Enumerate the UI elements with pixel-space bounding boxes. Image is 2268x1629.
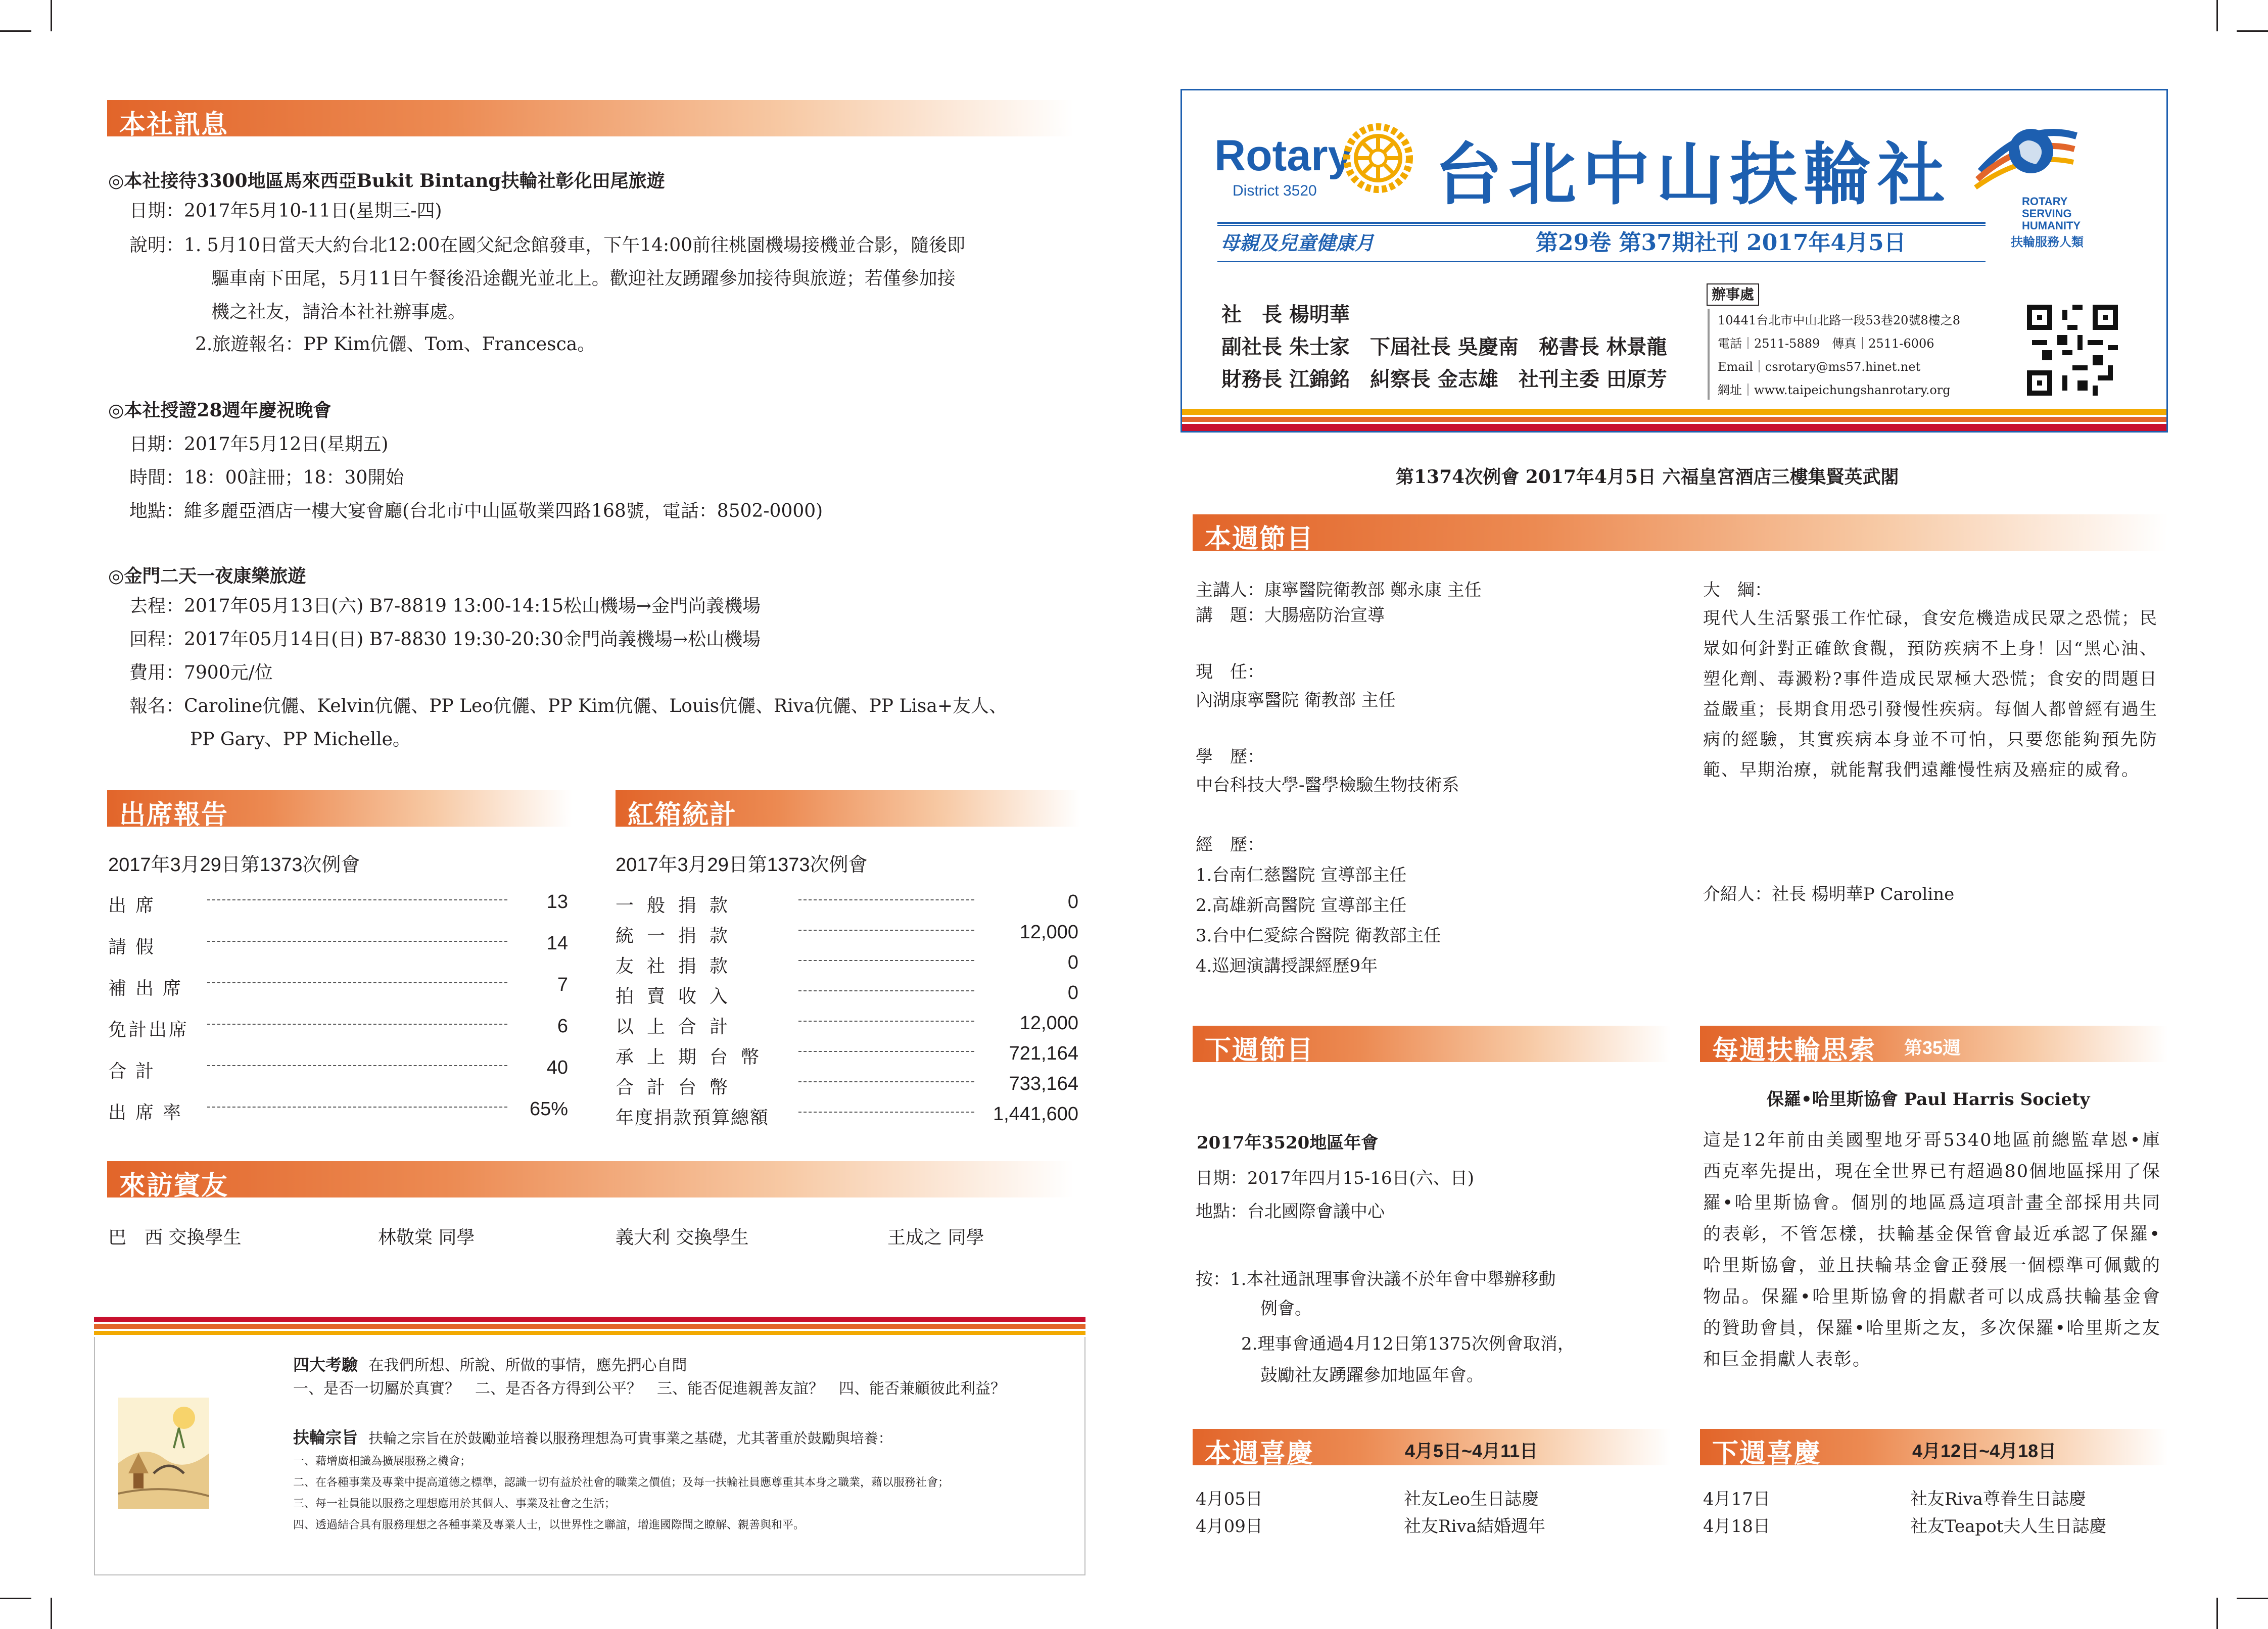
leader-line	[207, 1107, 507, 1108]
table-row	[616, 1039, 1078, 1069]
program-exp-item: 2.高雄新高醫院 宣導部主任	[1196, 895, 1407, 916]
section-header-this-week-celebrations	[1193, 1429, 1671, 1469]
officers-list	[1221, 299, 1667, 396]
rsh-line: HUMANITY	[2022, 219, 2081, 232]
news-item3-signup: PP Gary、PP Michelle。	[190, 729, 411, 750]
table-row	[616, 978, 1078, 1009]
leader-line	[207, 982, 507, 983]
officer-line: 副社長 朱士家 下屆社長 吳慶南 秘書長 林景龍	[1221, 335, 1667, 359]
row-value: 0	[1067, 891, 1078, 913]
purpose-item: 四、透過結合具有服務理想之各種事業及專業人士，以世界性之聯誼，增進國際間之瞭解、親善與和平。	[293, 1519, 805, 1531]
celebrations-range: 4月12日~4月18日	[1912, 1441, 2057, 1461]
purpose-item: 三、每一社員能以服務之理想應用於其個人、事業及社會之生活；	[293, 1498, 616, 1510]
crop-mark	[2237, 30, 2268, 32]
leader-line	[798, 1081, 974, 1082]
program-topic: 講 題：大腸癌防治宣導	[1196, 605, 1385, 626]
purpose-title: 扶輪宗旨	[293, 1428, 358, 1447]
row-label: 合計台幣	[616, 1077, 741, 1098]
row-label: 免計出席	[108, 1020, 190, 1040]
row-value: 6	[557, 1016, 568, 1037]
leader-line	[798, 899, 974, 900]
section-header-thoughts	[1700, 1026, 2168, 1066]
news-item3-signup: 報名：Caroline伉儷、Kelvin伉儷、PP Leo伉儷、PP Kim伉儷、Louis伉儷、Riva伉儷、PP Lisa+友人、	[129, 696, 1007, 716]
table-row	[108, 1053, 568, 1083]
attendance-meeting: 2017年3月29日第1373次例會	[108, 854, 360, 876]
program-introducer: 介紹人：社長 楊明華P Caroline	[1703, 884, 1955, 904]
celebration-date: 4月09日	[1196, 1516, 1263, 1537]
section-header-donations	[616, 790, 1080, 830]
section-header-next-week-celebrations	[1700, 1429, 2168, 1469]
section-title: 本社訊息	[119, 110, 229, 140]
table-row	[616, 918, 1078, 948]
row-label: 拍賣收入	[616, 986, 741, 1007]
news-item3-go: 去程：2017年05月13日(六) B7-8819 13:00-14:15松山機場→金門尚義機場	[129, 596, 761, 616]
row-label: 一般捐款	[616, 895, 741, 916]
table-row	[108, 929, 568, 959]
office-phone: 電話｜2511-5889 傳真｜2511-6006	[1718, 337, 1934, 351]
row-label: 友社捐款	[616, 956, 741, 977]
officer-line: 社 長 楊明華	[1221, 303, 1350, 326]
office-address: 10441台北市中山北路一段53巷20號8樓之8	[1718, 313, 1960, 327]
section-header-news	[107, 100, 1073, 140]
crop-mark	[51, 0, 52, 31]
four-way-questions: 一、是否一切屬於真實？ 二、是否各方得到公平？ 三、能否促進親善友誼？ 四、能否兼顧彼此利益？	[293, 1380, 1006, 1398]
program-outline: 現代人生活緊張工作忙碌，食安危機造成民眾之恐慌；民眾如何針對正確飲食觀，預防疾病不上身！因“黑心油、塑化劑、毒澱粉?事件造成民眾極大恐慌；食安的問題日益嚴重；長期食用恐引發慢性疾病。每個人都曾經有過生病的經驗，其實疾病本身並不可怕，只要您能夠預先防範、早期治療，就能幫我們遠離慢性病及癌症的威脅。	[1703, 608, 2158, 780]
four-way-intro: 在我們所想、所說、所做的事情，應先捫心自問	[368, 1357, 687, 1374]
row-value: 0	[1067, 982, 1078, 1003]
news-item3-back: 回程：2017年05月14日(日) B7-8830 19:30-20:30金門尚義機場→松山機場	[129, 629, 761, 650]
crop-mark	[0, 1598, 31, 1599]
table-row	[616, 948, 1078, 978]
rotary-wordmark: Rotary	[1214, 131, 1352, 180]
row-label: 出席	[108, 895, 163, 916]
leader-line	[207, 941, 507, 942]
four-way-box	[94, 1337, 1085, 1575]
masthead-stripes	[1182, 409, 2166, 432]
landscape-painting-icon	[118, 1398, 209, 1509]
thoughts-title: 保羅•哈里斯協會 Paul Harris Society	[1767, 1089, 2090, 1110]
program-current: 內湖康寧醫院 衛教部 主任	[1196, 690, 1396, 710]
office-details	[1718, 309, 1960, 402]
next-program-note: 按：1.本社通訊理事會決議不於年會中舉辦移動	[1196, 1269, 1556, 1289]
section-title: 本週喜慶	[1205, 1439, 1314, 1469]
row-label: 以上合計	[616, 1017, 741, 1037]
office-rule	[1708, 309, 1710, 400]
table-row	[616, 1009, 1078, 1039]
table-row	[616, 887, 1078, 918]
rsh-cn: 扶輪服務人類	[2011, 234, 2084, 249]
leader-line	[798, 960, 974, 961]
row-value: 14	[546, 933, 568, 954]
rsh-line: ROTARY	[2022, 195, 2068, 208]
section-title: 來訪賓友	[119, 1171, 229, 1201]
month-theme: 母親及兒童健康月	[1220, 231, 1375, 254]
leader-line	[207, 1065, 507, 1066]
four-way-heading	[293, 1353, 687, 1377]
four-way-top-stripes	[94, 1317, 1085, 1335]
row-label: 承上期台幣	[616, 1047, 773, 1068]
news-item1-desc: 說明：1. 5月10日當天大約台北12:00在國父紀念館發車，下午14:00前往桃園機場接機並合影，隨後即	[129, 235, 965, 256]
purpose-heading	[293, 1426, 892, 1450]
next-program-place: 地點：台北國際會議中心	[1196, 1202, 1385, 1222]
celebration-text: 社友Riva結婚週年	[1404, 1516, 1545, 1537]
visitor-item: 林敬棠 同學	[378, 1227, 475, 1248]
celebration-text: 社友Riva尊眷生日誌慶	[1910, 1489, 2086, 1509]
leader-line	[798, 1021, 974, 1022]
row-value: 12,000	[1019, 1013, 1078, 1034]
section-title: 紅箱統計	[628, 800, 737, 830]
thoughts-week: 第35週	[1904, 1037, 1961, 1058]
news-item2-date: 日期：2017年5月12日(星期五)	[129, 434, 389, 455]
club-name: 台北中山扶輪社	[1435, 135, 1952, 214]
purpose-item: 一、藉增廣相識為擴展服務之機會；	[293, 1455, 471, 1468]
rotary-wheel-icon	[1343, 123, 1413, 194]
celebration-text: 社友Leo生日誌慶	[1404, 1489, 1539, 1509]
masthead-rule	[1217, 261, 1986, 262]
section-header-visitors	[107, 1161, 1073, 1201]
program-speaker: 主講人：康寧醫院衛教部 鄭永康 主任	[1196, 580, 1482, 600]
row-value: 721,164	[1009, 1043, 1078, 1064]
program-exp-item: 4.巡迴演講授課經歷9年	[1196, 956, 1378, 976]
thoughts-body: 這是12年前由美國聖地牙哥5340地區前總監韋恩•庫西克率先提出，現在全世界已有超過80個地區採用了保羅•哈里斯協會。個別的地區爲這項計畫全部採用共同的表彰，不管怎樣，扶輪基金保管會最近承認了保羅•哈里斯協會，並且扶輪基金會正發展一個標準可佩戴的物品。保羅•哈里斯協會的捐獻者可以成爲扶輪基金會的贊助會員，保羅•哈里斯之友，多次保羅•哈里斯之友和巨金捐獻人表彰。	[1703, 1130, 2161, 1370]
four-way-title: 四大考驗	[293, 1355, 358, 1374]
masthead	[1180, 89, 2168, 433]
purpose-item: 二、在各種事業及專業中提高道德之標準，認識一切有益於社會的職業之價值；及每一扶輪社員應尊重其本身之職業，藉以服務社會；	[293, 1476, 950, 1489]
section-header-program	[1193, 514, 2168, 554]
news-item2-place: 地點：維多麗亞酒店一樓大宴會廳(台北市中山區敬業四路168號，電話：8502-0000)	[129, 501, 823, 521]
officer-line: 財務長 江錦銘 糾察長 金志雄 社刊主委 田原芳	[1221, 367, 1667, 391]
next-program-note: 例會。	[1260, 1299, 1312, 1319]
visitor-item: 巴 西 交換學生	[108, 1227, 242, 1248]
office-label: 辦事處	[1707, 283, 1759, 306]
leader-line	[207, 899, 507, 900]
rsh-label	[2022, 196, 2081, 232]
row-label: 出席率	[108, 1103, 191, 1123]
news-item2-title: ◎本社授證28週年慶祝晚會	[108, 400, 332, 421]
leader-line	[798, 1051, 974, 1052]
qr-code-icon[interactable]	[2027, 305, 2118, 396]
news-item1-desc: 機之社友，請洽本社社辦事處。	[211, 302, 466, 322]
table-row	[108, 1012, 568, 1042]
row-value: 12,000	[1019, 922, 1078, 943]
visitor-item: 王成之 同學	[887, 1227, 984, 1248]
program-exp-label: 經 歷：	[1196, 835, 1264, 855]
row-label: 年度捐款預算總額	[616, 1108, 770, 1128]
rsh-line: SERVING	[2022, 207, 2072, 220]
program-exp-item: 1.台南仁慈醫院 宣導部主任	[1196, 865, 1407, 885]
meeting-line: 第1374次例會 2017年4月5日 六福皇宮酒店三樓集賢英武閣	[1396, 466, 1899, 488]
section-title: 本週節目	[1205, 524, 1314, 554]
row-value: 65%	[529, 1098, 568, 1120]
visitor-item: 義大利 交換學生	[616, 1227, 749, 1248]
section-title: 出席報告	[119, 800, 229, 830]
news-item1-signup: 2.旅遊報名：PP Kim伉儷、Tom、Francesca。	[195, 334, 596, 355]
row-value: 7	[557, 974, 568, 995]
crop-mark	[51, 1598, 52, 1629]
table-row	[616, 1099, 1078, 1130]
donations-meeting: 2017年3月29日第1373次例會	[616, 854, 868, 876]
program-edu: 中台科技大學-醫學檢驗生物技術系	[1196, 775, 1459, 795]
row-value: 13	[546, 891, 568, 913]
news-item2-time: 時間：18：00註冊；18：30開始	[129, 467, 404, 488]
news-item1-date: 日期：2017年5月10-11日(星期三-四)	[129, 201, 442, 221]
section-title: 下週節目	[1205, 1035, 1314, 1066]
section-title: 下週喜慶	[1712, 1439, 1822, 1469]
globe-swoosh-icon	[1970, 116, 2082, 197]
table-row	[108, 887, 568, 918]
table-row	[108, 1094, 568, 1125]
table-row	[616, 1069, 1078, 1099]
next-program-title: 2017年3520地區年會	[1197, 1133, 1379, 1153]
row-value: 0	[1067, 952, 1078, 973]
row-label: 合計	[108, 1061, 163, 1082]
program-current-label: 現 任：	[1196, 662, 1264, 682]
leader-line	[798, 1112, 974, 1113]
celebration-date: 4月17日	[1703, 1489, 1770, 1509]
news-item1-title: ◎本社接待3300地區馬來西亞Bukit Bintang扶輪社彰化田尾旅遊	[108, 170, 665, 191]
row-value: 40	[546, 1057, 568, 1078]
row-label: 補出席	[108, 978, 191, 999]
row-label: 請假	[108, 937, 163, 957]
section-header-next-program	[1193, 1026, 1671, 1066]
celebration-text: 社友Teapot夫人生日誌慶	[1910, 1516, 2107, 1537]
program-edu-label: 學 歷：	[1196, 747, 1264, 767]
table-row	[108, 970, 568, 1000]
leader-line	[798, 990, 974, 991]
crop-mark	[2237, 1598, 2268, 1599]
next-program-note: 鼓勵社友踴躍參加地區年會。	[1260, 1365, 1484, 1385]
next-program-note: 2.理事會通過4月12日第1375次例會取消，	[1241, 1334, 1575, 1354]
crop-mark	[2216, 1598, 2218, 1629]
leader-line	[798, 930, 974, 931]
office-email: Email｜csrotary@ms57.hinet.net	[1718, 360, 1921, 374]
celebrations-range: 4月5日~4月11日	[1405, 1441, 1538, 1461]
leader-line	[207, 1024, 507, 1025]
row-value: 1,441,600	[993, 1104, 1078, 1125]
purpose-intro: 扶輪之宗旨在於鼓勵並培養以服務理想為可貴事業之基礎，尤其著重於鼓勵與培養：	[368, 1430, 892, 1447]
issue-info: 第29卷 第37期社刊 2017年4月5日	[1536, 230, 1906, 256]
next-program-date: 日期：2017年四月15-16日(六、日)	[1196, 1168, 1475, 1188]
news-item3-fee: 費用：7900元/位	[129, 662, 273, 683]
office-website: 網址｜www.taipeichungshanrotary.org	[1718, 383, 1951, 397]
news-item1-desc: 驅車南下田尾，5月11日午餐後沿途觀光並北上。歡迎社友踴躍參加接待與旅遊；若僅參加接	[211, 268, 956, 289]
program-exp-item: 3.台中仁愛綜合醫院 衛教部主任	[1196, 926, 1441, 946]
program-outline-label: 大 綱：	[1703, 580, 1772, 600]
section-header-attendance	[107, 790, 572, 830]
news-item3-title: ◎金門二天一夜康樂旅遊	[108, 565, 306, 587]
celebration-date: 4月05日	[1196, 1489, 1263, 1509]
row-value: 733,164	[1009, 1073, 1078, 1094]
district-label: District 3520	[1233, 182, 1317, 199]
section-title: 每週扶輪思索	[1712, 1035, 1876, 1066]
crop-mark	[2216, 0, 2218, 31]
row-label: 統一捐款	[616, 926, 741, 946]
celebration-date: 4月18日	[1703, 1516, 1770, 1537]
crop-mark	[0, 30, 31, 32]
